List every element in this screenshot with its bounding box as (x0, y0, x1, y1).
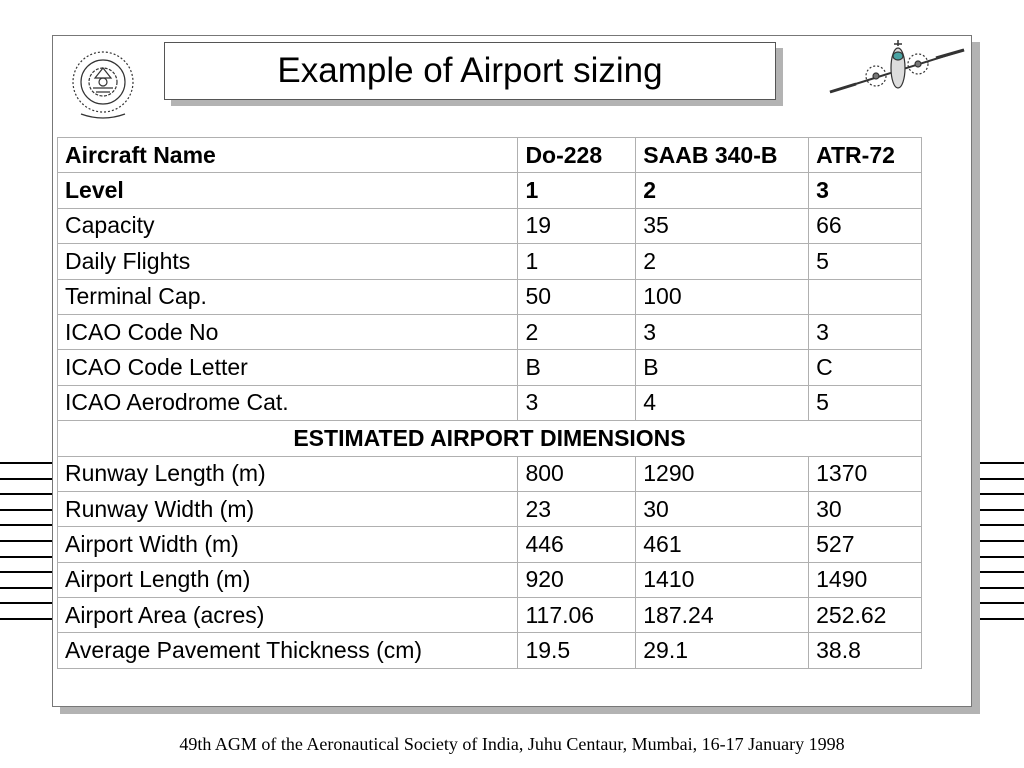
table-row (58, 314, 922, 349)
table-cell: Capacity (58, 208, 518, 243)
footer-caption: 49th AGM of the Aeronautical Society of India, Juhu Centaur, Mumbai, 16-17 January 1998 (179, 734, 845, 754)
table-section-row (58, 421, 922, 456)
table-cell: 29.1 (636, 633, 809, 668)
slide-title: Example of Airport sizing (164, 42, 776, 100)
table-cell: 1490 (809, 562, 922, 597)
table-cell: 2 (636, 173, 809, 208)
table-cell: 38.8 (809, 633, 922, 668)
table-cell: 527 (809, 527, 922, 562)
table-row (58, 244, 922, 279)
table-cell: Runway Width (m) (58, 491, 518, 526)
table-cell: 30 (809, 491, 922, 526)
table-cell: 35 (636, 208, 809, 243)
table-cell: ICAO Code No (58, 314, 518, 349)
table-row (58, 279, 922, 314)
table-row-level (58, 173, 922, 208)
table-row (58, 633, 922, 668)
table-cell: 30 (636, 491, 809, 526)
table-cell: 800 (518, 456, 636, 491)
table-cell: 117.06 (518, 598, 636, 633)
table-cell: B (518, 350, 636, 385)
table-cell: 1290 (636, 456, 809, 491)
table-cell: 1410 (636, 562, 809, 597)
table-cell: 252.62 (809, 598, 922, 633)
table-cell: Terminal Cap. (58, 279, 518, 314)
table-cell: 461 (636, 527, 809, 562)
table-cell: 50 (518, 279, 636, 314)
table-row-aircraft-name (58, 138, 922, 173)
airplane-illustration-icon (828, 40, 968, 100)
table-cell: Do-228 (518, 138, 636, 173)
table-cell: 920 (518, 562, 636, 597)
table-cell: Level (58, 173, 518, 208)
table-cell: 2 (636, 244, 809, 279)
table-cell: 446 (518, 527, 636, 562)
table-cell: 1 (518, 173, 636, 208)
table-cell: 19 (518, 208, 636, 243)
table-row (58, 527, 922, 562)
table-cell: 3 (809, 314, 922, 349)
table-cell: 1370 (809, 456, 922, 491)
table-cell: 3 (636, 314, 809, 349)
section-heading: ESTIMATED AIRPORT DIMENSIONS (58, 421, 922, 456)
institute-emblem-icon (65, 42, 141, 124)
table-cell: 3 (809, 173, 922, 208)
table-row (58, 562, 922, 597)
table-cell: 1 (518, 244, 636, 279)
table-cell: 19.5 (518, 633, 636, 668)
table-cell: Airport Width (m) (58, 527, 518, 562)
table-cell: 66 (809, 208, 922, 243)
table-cell: 2 (518, 314, 636, 349)
table-cell: Average Pavement Thickness (cm) (58, 633, 518, 668)
table-cell: B (636, 350, 809, 385)
table-row (58, 350, 922, 385)
table-cell: Aircraft Name (58, 138, 518, 173)
table-cell: Airport Length (m) (58, 562, 518, 597)
table-cell: C (809, 350, 922, 385)
table-cell: ICAO Code Letter (58, 350, 518, 385)
table-cell: 3 (518, 385, 636, 420)
table-cell: Daily Flights (58, 244, 518, 279)
table-cell: 23 (518, 491, 636, 526)
table-cell: 4 (636, 385, 809, 420)
table-cell: 5 (809, 385, 922, 420)
table-row (58, 385, 922, 420)
slide (52, 35, 972, 707)
table-row (58, 456, 922, 491)
table-cell: Runway Length (m) (58, 456, 518, 491)
table-row (58, 208, 922, 243)
left-decorative-lines (0, 462, 52, 632)
airport-sizing-table (57, 137, 922, 669)
table-cell: Airport Area (acres) (58, 598, 518, 633)
table-cell (809, 279, 922, 314)
table-row (58, 491, 922, 526)
table-row (58, 598, 922, 633)
table-cell: 187.24 (636, 598, 809, 633)
table-cell: 5 (809, 244, 922, 279)
table-cell: ATR-72 (809, 138, 922, 173)
table-cell: 100 (636, 279, 809, 314)
table-cell: SAAB 340-B (636, 138, 809, 173)
table-cell: ICAO Aerodrome Cat. (58, 385, 518, 420)
